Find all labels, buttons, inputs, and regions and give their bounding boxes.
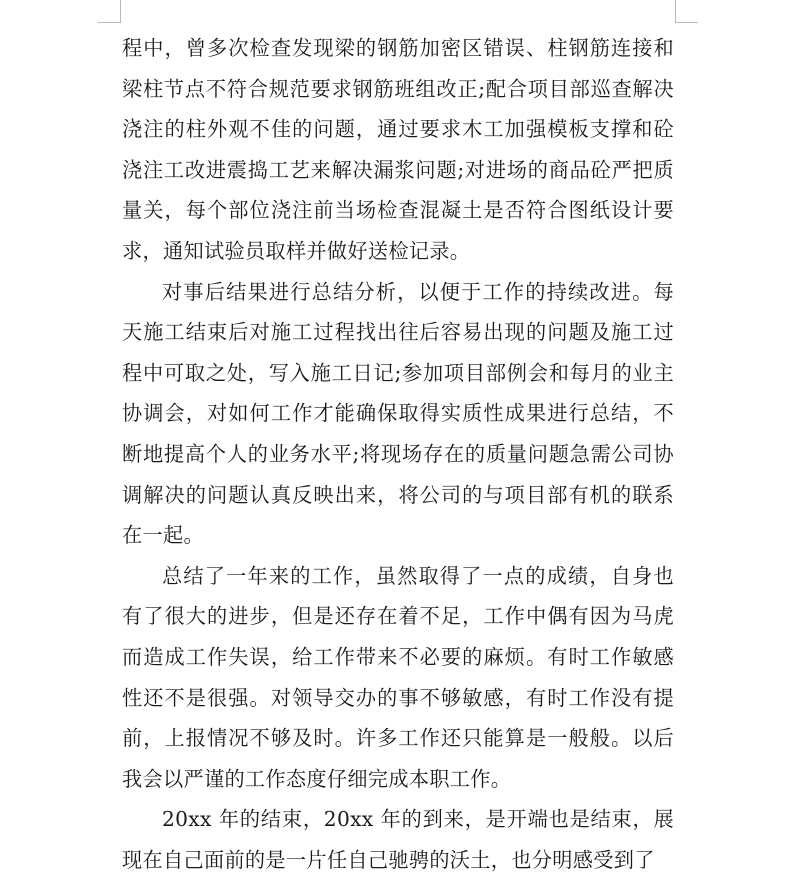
paragraph: 20xx 年的结束，20xx 年的到来，是开端也是结束，展现在自己面前的是一片任自己驰骋的沃土，也分明感受到了: [122, 807, 674, 872]
document-body: [122, 28, 674, 880]
paragraph-continued: 程中，曾多次检查发现梁的钢筋加密区错误、柱钢筋连接和梁柱节点不符合规范要求钢筋班组改正;配合项目部巡查解决浇注的柱外观不佳的问题，通过要求木工加强模板支撑和砼浇注工改进震捣工艺来解决漏浆问题;对进场的商品砼严把质量关，每个部位浇注前当场检查混凝土是否符合图纸设计要求，通知试验员取样并做好送检记录。: [122, 36, 674, 263]
paragraph: 对事后结果进行总结分析，以便于工作的持续改进。每天施工结束后对施工过程找出往后容易出现的问题及施工过程中可取之处，写入施工日记;参加项目部例会和每月的业主协调会，对如何工作才能确保取得实质性成果进行总结，不断地提高个人的业务水平;将现场存在的质量问题急需公司协调解决的问题认真反映出来，将公司的与项目部有机的联系在一起。: [122, 279, 674, 548]
paragraph: 总结了一年来的工作，虽然取得了一点的成绩，自身也有了很大的进步，但是还存在着不足，工作中偶有因为马虎而造成工作失误，给工作带来不必要的麻烦。有时工作敏感性还不是很强。对领导交办的事不够敏感，有时工作没有提前，上报情况不够及时。许多工作还只能算是一般般。以后我会以严谨的工作态度仔细完成本职工作。: [122, 563, 674, 791]
top-right-margin-mark: [675, 0, 698, 23]
top-left-margin-mark: [98, 0, 121, 23]
